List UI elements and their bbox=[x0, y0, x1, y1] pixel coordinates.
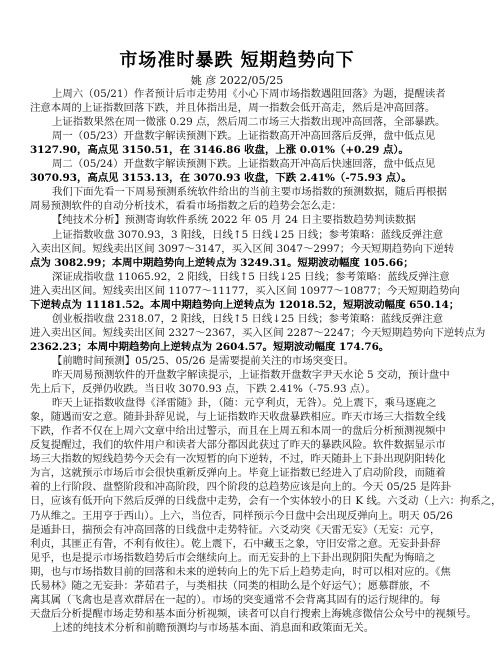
paragraph-line: 昨天上证指数收盘得《泽雷随》卦，（随：元亨利贞，无咎）。兑上震下，乘马逐鹿之 bbox=[52, 397, 437, 410]
paragraph-line: 氏易林》随之无妄卦：茅茹君子，与类相扶（同类的相助么是个好运气）；愿慕群旅，不 bbox=[30, 579, 431, 592]
paragraph-line: 利贞，其匪正有眚，不利有攸往）。乾上震下，石中藏玉之象，守旧安常之意。无妄卦卦辞 bbox=[30, 537, 441, 550]
paragraph-line: 点为 3082.99；本周中期趋势向上逆转点为 3249.31。短期波动幅度 105.66； bbox=[30, 256, 414, 269]
paragraph-line: 3127.90，高点见 3150.51，在 3146.86 收盘，上涨 0.01%（+0.29 点）。 bbox=[30, 144, 409, 157]
paragraph-line: 昨天周易预测软件的开盘数字解读提示，上证指数开盘数字尹天水论 5 交动，预计盘中 bbox=[52, 369, 450, 381]
paragraph-line: 是遁卦日，揣预会有冲高回落的日线盘中走势特征。六爻动突《天雷无妄》（无妄：元亨， bbox=[30, 523, 441, 536]
paragraph-line: 周易预测软件的自动分析技术，看看市场指数之后的趋势会怎么走： bbox=[30, 200, 342, 213]
paragraph-line: 进入卖出区间。短线卖出区间 2327～2367，买入区间 2287～2247；今天短期趋势向下逆转点为 bbox=[30, 326, 486, 339]
paragraph-line: 离其属（飞禽也是喜欢群居在一起的）。市场的突变通常不会背离其固有的运行规律的。每 bbox=[30, 593, 441, 606]
paragraph-line: 进入卖出区间。短线卖出区间 11077～11177，买入区间 10977～10877；今天短期趋势向 bbox=[30, 284, 460, 297]
paragraph-line: 上周六（05/21）作者预计后市走势用《小心下周市场指数遇阻回落》为题，提醒读者 bbox=[52, 88, 446, 100]
paragraph-line: 周一（05/23）开盘数字解读预测下跌。上证指数高开冲高回落后反弹，盘中低点见 bbox=[52, 130, 436, 143]
paragraph-line: 反复提醒过，我们的软件用户和读者大部分都因此获过了昨天的暴跌风险。软件数据显示市 bbox=[30, 439, 446, 452]
paragraph-line: 注意本周的上证指数回落下跌，并且体指出是，周一指数会低开高走，然后是冲高回落。 bbox=[30, 102, 436, 115]
paragraph-line: 上证指数果然在周一微涨 0.29 点，然后周二市场三大指数出现冲高回落，全部暴跌。 bbox=[52, 116, 446, 129]
paragraph-line: 为言，这就预示市场后市会很快重新反弹向上。毕竟上证指数已经进入了启动阶段，而随着 bbox=[30, 467, 446, 480]
paragraph-line: 周二（05/24）开盘数字解读预测下跌。上证指数高开冲高后快速回落，盘中低点见 bbox=[52, 158, 436, 171]
paragraph-line: 见乎，也是提示市场指数趋势后市会继续向上。而无妄卦的上下卦出现阴阳失配为悔暗之 bbox=[30, 551, 436, 564]
paragraph-line: 日，应该有低开向下然后反弹的日线盘中走势，会有一个实体较小的日 K 线。六爻动（上六：拘系之， bbox=[30, 495, 502, 508]
paragraph-line: 创业板指收盘 2318.07，2 阳线，日线↑5 日线↓25 日线；参考策略：蓝线反弹注意 bbox=[52, 312, 443, 325]
paragraph-line: 乃从维之。王用亨于西山）。上六，当位否，同样预示今日盘中会出现反弹向上。明天 05/26 bbox=[30, 509, 453, 522]
paragraph-line: 上证指数收盘 3070.93，3 阳线，日线↑5 日线↓25 日线；参考策略：蓝线反弹注意 bbox=[52, 228, 443, 241]
paragraph-line: 上述的纯技术分析和前瞻预测均与市场基本面、消息面和政策面无关。 bbox=[52, 621, 375, 634]
paragraph-line: 着的上行阶段、盘整阶段和冲高阶段，四个阶段的总趋势应该是向上的。今天 05/25 是阵卦 bbox=[30, 481, 451, 494]
paragraph-line: 入卖出区间。短线卖出区间 3097～3147，买入区间 3047～2997；今天短期趋势向下逆转 bbox=[30, 242, 455, 255]
paragraph-line: 下跌，作者不仅在上周六文章中给出过警示，而且在上周五和本周一的盘后分析预测视频中 bbox=[30, 425, 446, 438]
paragraph-line: 期，也与市场指数目前的回落和未来的逆转向上的先下后上趋势走向，时可以相对应的。《焦 bbox=[30, 565, 451, 578]
paragraph-line: 【纯技术分析】预测寄询软件系统 2022 年 05 月 24 日主要指数趋势判读数据 bbox=[52, 214, 416, 227]
article-byline: 姚 彦 2022/05/25 bbox=[190, 74, 284, 87]
article-title: 市场准时暴跌 短期趋势向下 bbox=[119, 50, 355, 71]
paragraph-line: 先上后下，反弹仍收跌。当日收 3070.93 点，下跌 2.41%（-75.93 点）。 bbox=[30, 383, 376, 396]
paragraph-line: 场三大指数的短线趋势今天会有一次短暂的向下逆转，不过，昨天随卦上下卦出现阴阳转化 bbox=[30, 453, 446, 466]
paragraph-line: 深证成指收盘 11065.92，2 阳线，日线↑5 日线↓25 日线；参考策略：蓝线反弹注意 bbox=[52, 270, 450, 283]
paragraph-line: 象，随遇而安之意。随卦卦辞见说，与上证指数昨天收盘暴跌相应。昨天市场三大指数全线 bbox=[30, 411, 446, 424]
paragraph-line: 我们下面先看一下周易预测系统软件给出的当前主要市场指数的预测数据，随后再根据 bbox=[52, 186, 447, 199]
paragraph-line: 【前瞻时间预测】05/25、05/26 是需要提前关注的市场突变日。 bbox=[52, 354, 355, 367]
paragraph-line: 3070.93，高点见 3153.13，在 3070.93 收盘，下跌 2.41%（-75.93 点）。 bbox=[30, 172, 412, 185]
paragraph-line: 天盘后分析提醒市场走势和基本面分析视频，读者可以自行搜索上海姚彦微信公众号中的视频号。 bbox=[30, 607, 477, 620]
paragraph-line: 2362.23；本周中期趋势向上逆转点为 2604.57。短期波动幅度 174.76。 bbox=[30, 340, 390, 353]
paragraph-line: 下逆转点为 11181.52。本周中期趋势向上逆转点为 12018.52，短期波动幅度 650.14； bbox=[30, 298, 460, 311]
